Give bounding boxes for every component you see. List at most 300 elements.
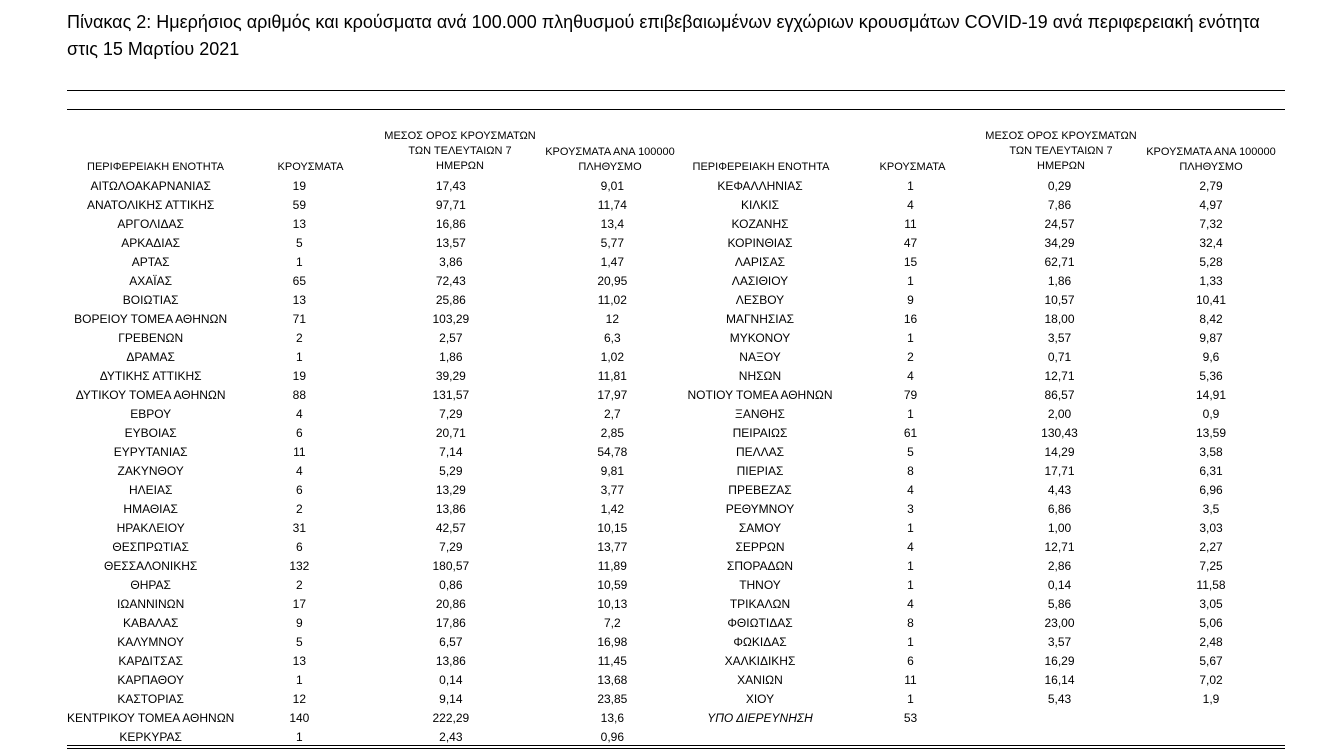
per100k-cell: 13,6	[600, 711, 625, 725]
cases-cell: 13	[292, 293, 307, 307]
cases-cell: 6	[907, 654, 914, 668]
table-row	[685, 291, 1289, 310]
avg7-cell: 7,14	[439, 445, 463, 459]
avg7-cell: 86,57	[1044, 388, 1075, 402]
cases-cell: 4	[907, 483, 914, 497]
avg7-cell: 130,43	[1041, 426, 1078, 440]
region-cell: ΥΠΟ ΔΙΕΡΕΥΝΗΣΗ	[707, 711, 813, 725]
per100k-cell: 17,97	[597, 388, 628, 402]
table-row	[685, 386, 1289, 405]
per100k-cell: 11,58	[1196, 578, 1226, 592]
region-cell: ΑΧΑΪΑΣ	[129, 274, 173, 288]
table-row	[67, 329, 687, 348]
cases-cell: 47	[903, 236, 918, 250]
avg7-cell: 6,57	[439, 635, 463, 649]
cases-cell: 17	[292, 597, 307, 611]
table-row	[67, 215, 687, 234]
avg7-cell: 3,86	[439, 255, 463, 269]
per100k-cell: 7,32	[1199, 217, 1223, 231]
avg7-cell: 4,43	[1047, 483, 1072, 497]
table-row	[685, 538, 1289, 557]
avg7-cell: 2,57	[439, 331, 463, 345]
region-cell: ΧΑΝΙΩΝ	[737, 673, 783, 687]
avg7-cell: 7,86	[1047, 198, 1072, 212]
per100k-cell: 10,59	[597, 578, 628, 592]
per100k-cell: 14,91	[1195, 388, 1227, 402]
bottom-rule-double	[67, 748, 1285, 749]
per100k-cell: 1,02	[600, 350, 625, 364]
region-cell: ΛΑΡΙΣΑΣ	[734, 255, 786, 269]
table-row	[67, 291, 687, 310]
cases-cell: 1	[907, 635, 914, 649]
per100k-cell: 8,42	[1199, 312, 1223, 326]
per100k-cell: 0,96	[600, 730, 625, 744]
region-cell: ΦΩΚΙΔΑΣ	[733, 635, 787, 649]
cases-cell: 5	[296, 635, 303, 649]
per100k-cell: 9,87	[1199, 331, 1223, 345]
avg7-cell: 14,29	[1044, 445, 1075, 459]
region-cell: ΤΡΙΚΑΛΩΝ	[729, 597, 791, 611]
avg7-cell: 2,00	[1047, 407, 1072, 421]
cases-cell: 1	[907, 578, 914, 592]
per100k-cell: 1,42	[600, 502, 625, 516]
table-row	[685, 614, 1289, 633]
cases-cell: 2	[296, 578, 303, 592]
avg7-cell: 42,57	[435, 521, 466, 535]
avg7-cell: 97,71	[435, 198, 466, 212]
cases-cell: 71	[292, 312, 307, 326]
region-cell: ΦΘΙΩΤΙΔΑΣ	[727, 616, 793, 630]
avg7-cell: 72,43	[435, 274, 466, 288]
avg7-cell: 0,29	[1047, 179, 1072, 193]
per100k-cell: 9,01	[600, 179, 625, 193]
per100k-cell	[1133, 709, 1289, 728]
per100k-cell: 5,28	[1199, 255, 1223, 269]
region-cell: ΚΟΖΑΝΗΣ	[731, 217, 789, 231]
avg7-cell: 1,00	[1047, 521, 1072, 535]
avg7-cell: 16,14	[1044, 673, 1075, 687]
table-row	[67, 633, 687, 652]
cases-cell: 6	[296, 426, 303, 440]
table-row	[685, 595, 1289, 614]
avg7-cell: 17,71	[1044, 464, 1075, 478]
avg7-cell: 0,14	[1047, 578, 1072, 592]
table-row	[67, 519, 687, 538]
table-row	[685, 348, 1289, 367]
cases-cell: 1	[907, 179, 914, 193]
right-header-avg7: ΜΕΣΟΣ ΟΡΟΣ ΚΡΟΥΣΜΑΤΩΝ ΤΩΝ ΤΕΛΕΥΤΑΙΩΝ 7 ΗΜΕΡΩΝ	[985, 130, 1137, 172]
table-row	[685, 652, 1289, 671]
cases-cell: 11	[904, 673, 917, 687]
avg7-cell: 7,29	[439, 407, 463, 421]
table-row	[67, 424, 687, 443]
per100k-cell: 0,9	[1202, 407, 1220, 421]
cases-cell: 8	[907, 464, 914, 478]
region-cell: ΧΙΟΥ	[745, 692, 775, 706]
table-row	[685, 709, 1289, 728]
region-cell: ΤΗΝΟΥ	[739, 578, 781, 592]
per100k-cell: 20,95	[597, 274, 628, 288]
avg7-cell: 103,29	[432, 312, 470, 326]
region-cell: ΗΡΑΚΛΕΙΟΥ	[116, 521, 185, 535]
per100k-cell: 6,96	[1199, 483, 1223, 497]
cases-cell: 4	[907, 198, 914, 212]
avg7-cell: 16,86	[435, 217, 466, 231]
cases-cell: 1	[296, 730, 303, 744]
table-row	[67, 253, 687, 272]
per100k-cell: 3,05	[1199, 597, 1223, 611]
bottom-rule	[67, 745, 1285, 746]
per100k-cell: 9,6	[1202, 350, 1220, 364]
left-header-cases: ΚΡΟΥΣΜΑΤΑ	[277, 161, 344, 173]
cases-cell: 4	[907, 540, 914, 554]
table-row	[685, 196, 1289, 215]
region-cell: ΗΜΑΘΙΑΣ	[123, 502, 178, 516]
region-cell: ΗΛΕΙΑΣ	[128, 483, 173, 497]
avg7-cell: 16,29	[1044, 654, 1075, 668]
per100k-cell: 13,59	[1195, 426, 1227, 440]
table-row	[67, 386, 687, 405]
cases-cell: 16	[903, 312, 918, 326]
avg7-cell: 12,71	[1044, 369, 1075, 383]
cases-cell: 1	[907, 692, 914, 706]
table-row	[685, 557, 1289, 576]
region-cell: ΡΕΘΥΜΝΟΥ	[725, 502, 795, 516]
table-row	[67, 234, 687, 253]
region-cell: ΚΑΛΥΜΝΟΥ	[117, 635, 185, 649]
table-row	[67, 177, 687, 196]
per100k-cell: 11,89	[597, 559, 627, 573]
table-row	[67, 576, 687, 595]
cases-cell: 9	[296, 616, 303, 630]
region-cell: ΠΕΛΛΑΣ	[735, 445, 785, 459]
right-header-region: ΠΕΡΙΦΕΡΕΙΑΚΗ ΕΝΟΤΗΤΑ	[692, 161, 830, 173]
avg7-cell: 3,57	[1047, 635, 1072, 649]
table-row	[685, 519, 1289, 538]
region-cell: ΛΑΣΙΘΙΟΥ	[731, 274, 789, 288]
avg7-cell: 13,86	[435, 502, 466, 516]
per100k-cell: 54,78	[597, 445, 628, 459]
avg7-cell: 2,43	[439, 730, 463, 744]
avg7-cell: 23,00	[1044, 616, 1075, 630]
avg7-cell: 20,86	[435, 597, 466, 611]
per100k-cell: 9,81	[600, 464, 625, 478]
per100k-cell: 2,85	[600, 426, 625, 440]
cases-cell: 3	[907, 502, 914, 516]
region-cell: ΝΟΤΙΟΥ ΤΟΜΕΑ ΑΘΗΝΩΝ	[687, 388, 833, 402]
cases-cell: 4	[907, 369, 914, 383]
avg7-cell: 2,86	[1047, 559, 1072, 573]
cases-cell: 8	[907, 616, 914, 630]
cases-cell: 79	[903, 388, 918, 402]
region-cell: ΓΡΕΒΕΝΩΝ	[118, 331, 184, 345]
per100k-cell: 5,36	[1199, 369, 1223, 383]
cases-cell: 11	[293, 445, 306, 459]
table-row	[685, 234, 1289, 253]
table-row	[67, 614, 687, 633]
per100k-cell: 2,7	[604, 407, 621, 421]
per100k-cell: 3,77	[600, 483, 625, 497]
region-cell: ΚΙΛΚΙΣ	[740, 198, 780, 212]
region-cell: ΖΑΚΥΝΘΟΥ	[117, 464, 184, 478]
cases-cell: 13	[292, 217, 307, 231]
per100k-cell: 23,85	[597, 692, 628, 706]
per100k-cell: 5,67	[1199, 654, 1223, 668]
cases-cell: 13	[292, 654, 307, 668]
region-cell: ΚΑΒΑΛΑΣ	[122, 616, 179, 630]
table-row	[685, 690, 1289, 709]
avg7-cell: 1,86	[1047, 274, 1072, 288]
avg7-cell: 0,14	[439, 673, 463, 687]
cases-cell: 12	[292, 692, 307, 706]
cases-cell: 19	[292, 369, 307, 383]
avg7-cell: 5,86	[1047, 597, 1072, 611]
cases-cell: 5	[907, 445, 914, 459]
cases-cell: 1	[296, 255, 303, 269]
per100k-cell: 12	[605, 312, 620, 326]
top-rule	[67, 90, 1285, 91]
table-row	[67, 272, 687, 291]
region-cell: ΚΑΡΔΙΤΣΑΣ	[118, 654, 183, 668]
per100k-cell: 6,3	[604, 331, 621, 345]
per100k-cell: 32,4	[1199, 236, 1223, 250]
right-header-cases: ΚΡΟΥΣΜΑΤΑ	[879, 161, 946, 173]
avg7-cell: 39,29	[435, 369, 466, 383]
region-cell: ΑΝΑΤΟΛΙΚΗΣ ΑΤΤΙΚΗΣ	[87, 198, 215, 212]
left-header-avg7: ΜΕΣΟΣ ΟΡΟΣ ΚΡΟΥΣΜΑΤΩΝ ΤΩΝ ΤΕΛΕΥΤΑΙΩΝ 7 ΗΜΕΡΩΝ	[384, 130, 536, 172]
region-cell: ΣΕΡΡΩΝ	[735, 540, 785, 554]
cases-cell: 140	[289, 711, 310, 725]
per100k-cell: 7,2	[604, 616, 621, 630]
region-cell: ΝΑΞΟΥ	[739, 350, 781, 364]
cases-cell: 11	[904, 217, 917, 231]
cases-cell: 88	[292, 388, 307, 402]
avg7-cell: 13,57	[435, 236, 466, 250]
table-row	[67, 405, 687, 424]
avg7-cell: 5,43	[1047, 692, 1072, 706]
region-cell: ΑΡΤΑΣ	[131, 255, 170, 269]
region-cell: ΔΥΤΙΚΗΣ ΑΤΤΙΚΗΣ	[99, 369, 202, 383]
cases-cell: 1	[296, 673, 303, 687]
region-cell: ΔΥΤΙΚΟΥ ΤΟΜΕΑ ΑΘΗΝΩΝ	[75, 388, 226, 402]
avg7-cell: 12,71	[1044, 540, 1075, 554]
region-cell: ΚΕΦΑΛΛΗΝΙΑΣ	[717, 179, 803, 193]
cases-cell: 1	[296, 350, 303, 364]
per100k-cell: 3,5	[1202, 502, 1220, 516]
avg7-cell: 20,71	[435, 426, 466, 440]
per100k-cell: 11,45	[597, 654, 627, 668]
per100k-cell: 11,02	[597, 293, 627, 307]
avg7-cell: 18,00	[1044, 312, 1075, 326]
cases-cell: 61	[903, 426, 918, 440]
table-row	[685, 310, 1289, 329]
cases-cell: 1	[907, 331, 914, 345]
left-header-per100k: ΚΡΟΥΣΜΑΤΑ ΑΝΑ 100000 ΠΛΗΘΥΣΜΟ	[545, 146, 675, 173]
per100k-cell: 10,13	[597, 597, 628, 611]
region-cell: ΒΟΙΩΤΙΑΣ	[122, 293, 179, 307]
region-cell: ΛΕΣΒΟΥ	[735, 293, 785, 307]
per100k-cell: 13,77	[597, 540, 628, 554]
table-row	[685, 272, 1289, 291]
table-row	[685, 576, 1289, 595]
cases-cell: 1	[907, 559, 914, 573]
avg7-cell: 131,57	[432, 388, 470, 402]
region-cell: ΘΗΡΑΣ	[130, 578, 171, 592]
per100k-cell: 2,48	[1199, 635, 1223, 649]
per100k-cell: 11,81	[597, 369, 627, 383]
avg7-cell: 1,86	[439, 350, 463, 364]
region-cell: ΘΕΣΠΡΩΤΙΑΣ	[112, 540, 189, 554]
region-cell: ΘΕΣΣΑΛΟΝΙΚΗΣ	[103, 559, 198, 573]
avg7-cell: 17,43	[435, 179, 466, 193]
per100k-cell: 11,74	[597, 198, 627, 212]
cases-cell: 132	[289, 559, 310, 573]
per100k-cell: 1,47	[600, 255, 625, 269]
per100k-cell: 5,06	[1199, 616, 1223, 630]
per100k-cell: 4,97	[1199, 198, 1223, 212]
per100k-cell: 1,33	[1199, 274, 1223, 288]
region-cell: ΚΕΡΚΥΡΑΣ	[119, 730, 182, 744]
avg7-cell: 222,29	[432, 711, 470, 725]
region-cell: ΒΟΡΕΙΟΥ ΤΟΜΕΑ ΑΘΗΝΩΝ	[74, 312, 228, 326]
region-cell: ΜΑΓΝΗΣΙΑΣ	[725, 312, 795, 326]
avg7-cell: 62,71	[1044, 255, 1075, 269]
avg7-cell: 7,29	[439, 540, 463, 554]
left-header-region: ΠΕΡΙΦΕΡΕΙΑΚΗ ΕΝΟΤΗΤΑ	[87, 161, 224, 173]
region-cell: ΚΑΣΤΟΡΙΑΣ	[117, 692, 184, 706]
table-row	[685, 424, 1289, 443]
region-cell: ΑΡΓΟΛΙΔΑΣ	[117, 217, 184, 231]
region-cell: ΠΡΕΒΕΖΑΣ	[728, 483, 792, 497]
region-cell: ΕΥΒΟΙΑΣ	[124, 426, 177, 440]
per100k-cell: 2,27	[1199, 540, 1223, 554]
region-cell: ΝΗΣΩΝ	[738, 369, 782, 383]
cases-cell: 1	[907, 274, 914, 288]
table-row	[67, 481, 687, 500]
right-header-per100k: ΚΡΟΥΣΜΑΤΑ ΑΝΑ 100000 ΠΛΗΘΥΣΜΟ	[1146, 146, 1276, 173]
cases-cell: 4	[296, 407, 303, 421]
table-row	[67, 310, 687, 329]
region-cell: ΞΑΝΘΗΣ	[735, 407, 785, 421]
region-cell: ΣΠΟΡΑΔΩΝ	[726, 559, 794, 573]
left-data-table	[67, 177, 687, 747]
region-cell: ΚΑΡΠΑΘΟΥ	[117, 673, 185, 687]
table-row	[685, 405, 1289, 424]
region-cell: ΕΥΡΥΤΑΝΙΑΣ	[113, 445, 188, 459]
table-row	[685, 215, 1289, 234]
table-row	[685, 500, 1289, 519]
table-row	[67, 652, 687, 671]
cases-cell: 59	[292, 198, 307, 212]
cases-cell: 1	[907, 521, 914, 535]
cases-cell: 19	[292, 179, 307, 193]
cases-cell: 4	[296, 464, 303, 478]
per100k-cell: 10,15	[597, 521, 628, 535]
region-cell: ΕΒΡΟΥ	[130, 407, 172, 421]
cases-cell: 6	[296, 540, 303, 554]
avg7-cell: 5,29	[439, 464, 463, 478]
table-row	[685, 329, 1289, 348]
table-row	[67, 538, 687, 557]
table-row	[67, 367, 687, 386]
per100k-cell: 3,58	[1199, 445, 1223, 459]
avg7-cell: 13,86	[435, 654, 466, 668]
table-row	[685, 633, 1289, 652]
cases-cell: 9	[907, 293, 914, 307]
table-row	[685, 462, 1289, 481]
table-row	[685, 367, 1289, 386]
cases-cell: 1	[907, 407, 914, 421]
cases-cell: 65	[292, 274, 307, 288]
table-row	[67, 709, 687, 728]
table-row	[67, 348, 687, 367]
per100k-cell: 16,98	[597, 635, 628, 649]
table-row	[67, 443, 687, 462]
cases-cell: 15	[903, 255, 918, 269]
avg7-cell: 24,57	[1044, 217, 1075, 231]
avg7-cell: 6,86	[1047, 502, 1072, 516]
per100k-cell: 13,4	[600, 217, 625, 231]
cases-cell: 53	[903, 711, 918, 725]
cases-cell: 2	[907, 350, 914, 364]
region-cell: ΠΙΕΡΙΑΣ	[736, 464, 784, 478]
table-row	[685, 177, 1289, 196]
avg7-cell	[986, 709, 1133, 728]
avg7-cell: 9,14	[439, 692, 463, 706]
avg7-cell: 17,86	[435, 616, 466, 630]
table-row	[67, 690, 687, 709]
header-rule	[67, 109, 1285, 110]
cases-cell: 4	[907, 597, 914, 611]
per100k-cell: 13,68	[597, 673, 628, 687]
table-row	[67, 595, 687, 614]
region-cell: ΙΩΑΝΝΙΝΩΝ	[117, 597, 185, 611]
region-cell: ΑΙΤΩΛΟΑΚΑΡΝΑΝΙΑΣ	[90, 179, 211, 193]
per100k-cell: 3,03	[1199, 521, 1223, 535]
avg7-cell: 13,29	[435, 483, 466, 497]
region-cell: ΔΡΑΜΑΣ	[126, 350, 175, 364]
right-data-table	[685, 177, 1289, 728]
avg7-cell: 34,29	[1044, 236, 1075, 250]
region-cell: ΧΑΛΚΙΔΙΚΗΣ	[724, 654, 796, 668]
per100k-cell: 2,79	[1199, 179, 1223, 193]
per100k-cell: 1,9	[1202, 692, 1220, 706]
region-cell: ΣΑΜΟΥ	[738, 521, 782, 535]
avg7-cell: 10,57	[1044, 293, 1075, 307]
cases-cell: 2	[296, 502, 303, 516]
avg7-cell: 180,57	[432, 559, 470, 573]
region-cell: ΚΕΝΤΡΙΚΟΥ ΤΟΜΕΑ ΑΘΗΝΩΝ	[67, 711, 235, 725]
per100k-cell: 10,41	[1195, 293, 1227, 307]
table-row	[685, 253, 1289, 272]
per100k-cell: 6,31	[1199, 464, 1223, 478]
region-cell: ΜΥΚΟΝΟΥ	[729, 331, 791, 345]
table-row	[685, 671, 1289, 690]
table-row	[67, 462, 687, 481]
table-caption: Πίνακας 2: Ημερήσιος αριθμός και κρούσματα ανά 100.000 πληθυσμού επιβεβαιωμένων εγχώριων κρουσμάτων COVID-19 ανά περιφερειακή ενότητα στις 15 Μαρτίου 2021	[67, 12, 1260, 59]
table-row	[685, 443, 1289, 462]
table-row	[67, 196, 687, 215]
table-row	[67, 557, 687, 576]
cases-cell: 6	[296, 483, 303, 497]
avg7-cell: 0,71	[1047, 350, 1072, 364]
table-row	[685, 481, 1289, 500]
avg7-cell: 25,86	[435, 293, 466, 307]
region-cell: ΚΟΡΙΝΘΙΑΣ	[727, 236, 793, 250]
avg7-cell: 0,86	[439, 578, 463, 592]
avg7-cell: 3,57	[1047, 331, 1072, 345]
cases-cell: 2	[296, 331, 303, 345]
